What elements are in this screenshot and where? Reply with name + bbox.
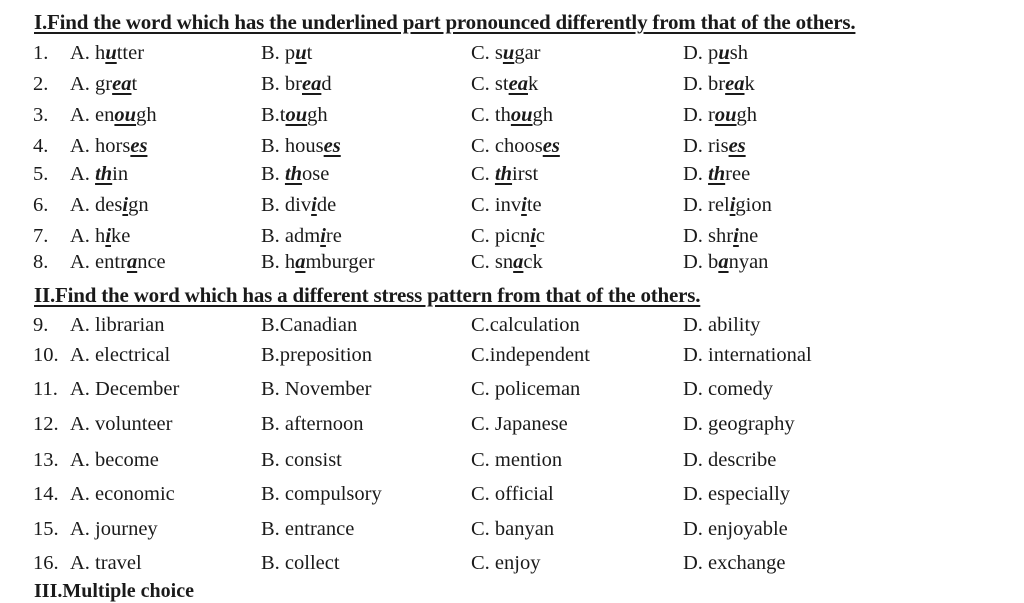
question-number: 2. [33, 73, 49, 95]
underlined-part: ou [114, 104, 137, 126]
option-d: D. ability [683, 314, 761, 336]
underlined-part: a [295, 251, 306, 273]
question-row [0, 518, 1024, 548]
underlined-part: ea [112, 73, 132, 95]
question-number: 16. [33, 552, 59, 574]
underlined-part: ea [302, 73, 322, 95]
option-c: C. official [471, 483, 554, 505]
section-3-title: III.Multiple choice [34, 580, 194, 602]
question-number: 5. [33, 163, 49, 185]
option-a: A. thin [70, 163, 129, 185]
option-c: C. invite [471, 194, 542, 216]
option-a: A. electrical [70, 344, 171, 366]
underlined-part: ou [714, 104, 737, 126]
underlined-part: u [502, 42, 515, 64]
option-c: C. policeman [471, 378, 581, 400]
option-d: D. exchange [683, 552, 786, 574]
option-b: B. November [261, 378, 372, 400]
question-number: 3. [33, 104, 49, 126]
underlined-part: i [122, 194, 129, 216]
underlined-part: u [718, 42, 730, 64]
option-d: D. international [683, 344, 812, 366]
option-c: C. though [471, 104, 554, 126]
option-a: A. entrance [70, 251, 166, 273]
question-row [0, 483, 1024, 513]
option-a: A. hutter [70, 42, 145, 64]
option-c: C. banyan [471, 518, 555, 540]
question-number: 4. [33, 135, 49, 157]
question-number: 1. [33, 42, 49, 64]
underlined-part: a [513, 251, 524, 273]
option-b: B. houses [261, 135, 341, 157]
question-row [0, 42, 1024, 72]
option-c: C.independent [471, 344, 590, 366]
question-row [0, 552, 1024, 582]
option-b: B. those [261, 163, 330, 185]
underlined-part: es [542, 135, 560, 157]
option-d: D. comedy [683, 378, 773, 400]
underlined-part: u [105, 42, 117, 64]
option-d: D. religion [683, 194, 772, 216]
option-a: A. become [70, 449, 159, 471]
underlined-part: th [494, 163, 513, 185]
question-row [0, 251, 1024, 281]
option-d: D. push [683, 42, 748, 64]
question-row [0, 194, 1024, 224]
option-c: C. thirst [471, 163, 539, 185]
option-b: B. hamburger [261, 251, 375, 273]
option-a: A. travel [70, 552, 142, 574]
option-a: A. hike [70, 225, 131, 247]
section-2-title: II.Find the word which has a different stress pattern from that of the others. [34, 283, 701, 307]
option-d: D. rises [683, 135, 746, 157]
underlined-part: i [320, 225, 326, 247]
option-c: C. mention [471, 449, 563, 471]
option-c: C. steak [471, 73, 539, 95]
underlined-part: i [105, 225, 112, 247]
option-d: D. three [683, 163, 751, 185]
option-a: A. economic [70, 483, 175, 505]
question-row [0, 344, 1024, 374]
option-a: A. design [70, 194, 149, 216]
underlined-part: es [323, 135, 341, 157]
option-a: A. great [70, 73, 138, 95]
option-d: D. describe [683, 449, 777, 471]
option-a: A. enough [70, 104, 157, 126]
option-d: D. geography [683, 413, 795, 435]
underlined-part: ea [725, 73, 745, 95]
underlined-part: i [733, 225, 739, 247]
question-number: 7. [33, 225, 49, 247]
question-row [0, 314, 1024, 344]
question-number: 13. [33, 449, 59, 471]
option-d: D. break [683, 73, 755, 95]
option-b: B. consist [261, 449, 342, 471]
question-number: 14. [33, 483, 59, 505]
option-b: B.Canadian [261, 314, 358, 336]
option-d: D. enjoyable [683, 518, 788, 540]
option-c: C. picnic [471, 225, 546, 247]
underlined-part: i [311, 194, 317, 216]
question-number: 15. [33, 518, 59, 540]
option-c: C. sugar [471, 42, 541, 64]
option-b: B. divide [261, 194, 337, 216]
underlined-part: th [95, 163, 113, 185]
question-row [0, 449, 1024, 479]
question-row [0, 413, 1024, 443]
question-number: 11. [33, 378, 58, 400]
option-c: C. chooses [471, 135, 560, 157]
question-number: 12. [33, 413, 59, 435]
underlined-part: i [729, 194, 736, 216]
underlined-part: i [521, 194, 527, 216]
option-b: B. collect [261, 552, 340, 574]
underlined-part: es [130, 135, 148, 157]
underlined-part: i [530, 225, 536, 247]
option-d: D. rough [683, 104, 758, 126]
question-row [0, 378, 1024, 408]
question-number: 6. [33, 194, 49, 216]
question-number: 8. [33, 251, 49, 273]
option-b: B. compulsory [261, 483, 382, 505]
option-b: B. admire [261, 225, 342, 247]
option-a: A. volunteer [70, 413, 173, 435]
option-b: B. put [261, 42, 313, 64]
underlined-part: u [295, 42, 307, 64]
option-d: D. especially [683, 483, 791, 505]
underlined-part: a [718, 251, 729, 273]
option-b: B. afternoon [261, 413, 364, 435]
option-c: C.calculation [471, 314, 580, 336]
option-c: C. Japanese [471, 413, 568, 435]
question-number: 10. [33, 344, 59, 366]
underlined-part: ou [510, 104, 533, 126]
question-number: 9. [33, 314, 49, 336]
option-b: B. entrance [261, 518, 355, 540]
underlined-part: th [284, 163, 303, 185]
question-row [0, 135, 1024, 165]
option-a: A. librarian [70, 314, 165, 336]
underlined-part: ea [508, 73, 528, 95]
option-b: B.tough [261, 104, 328, 126]
option-a: A. horses [70, 135, 148, 157]
question-row [0, 73, 1024, 103]
question-row [0, 163, 1024, 193]
section-1-title: I.Find the word which has the underlined part pronounced differently from that of the others. [34, 10, 856, 34]
underlined-part: ou [285, 104, 308, 126]
underlined-part: a [126, 251, 138, 273]
question-row [0, 104, 1024, 134]
option-c: C. snack [471, 251, 543, 273]
option-a: A. journey [70, 518, 158, 540]
underlined-part: es [728, 135, 746, 157]
option-c: C. enjoy [471, 552, 541, 574]
option-d: D. shrine [683, 225, 759, 247]
option-d: D. banyan [683, 251, 769, 273]
option-a: A. December [70, 378, 180, 400]
underlined-part: th [708, 163, 726, 185]
option-b: B.preposition [261, 344, 373, 366]
option-b: B. bread [261, 73, 332, 95]
